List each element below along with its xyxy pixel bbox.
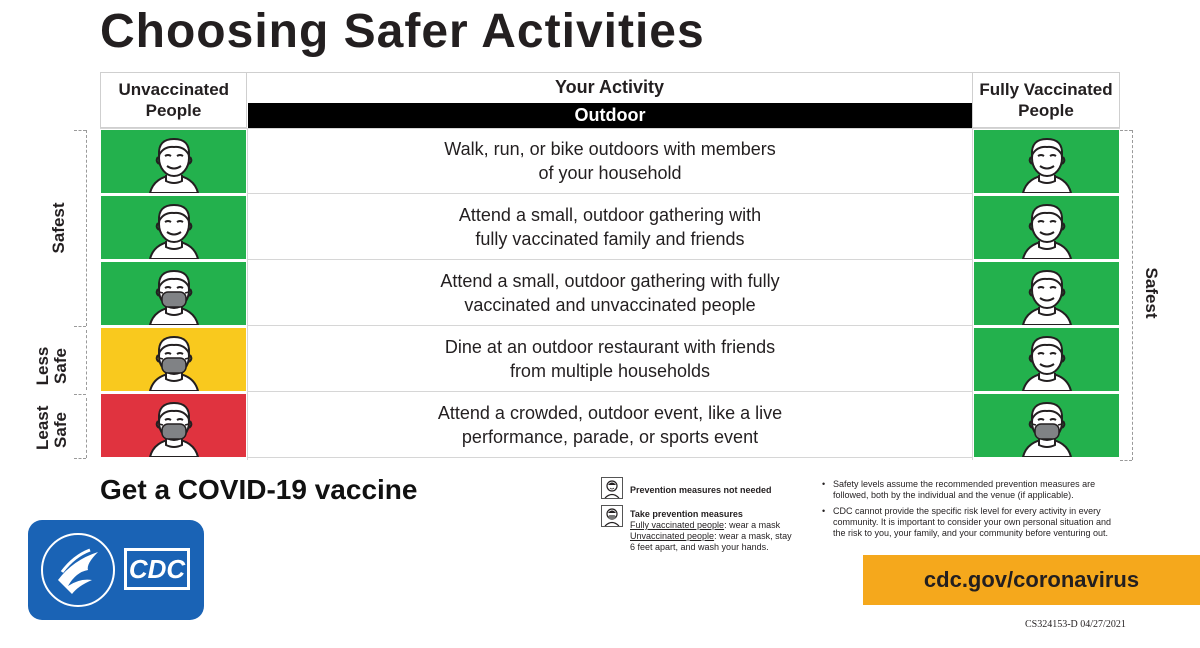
note-line: CDC cannot provide the specific risk level for every activity in every [833, 506, 1101, 516]
bracket-tick [74, 394, 86, 395]
unvaccinated-risk-cell [101, 196, 246, 259]
bullet-icon: • [822, 479, 826, 489]
face-icon [1017, 131, 1077, 193]
activity-cell [248, 194, 972, 260]
note-text [833, 479, 1095, 501]
legend-vacc-line [630, 520, 810, 531]
side-label-safest-left: Safest [49, 202, 68, 254]
left-bracket-least-safe [86, 398, 87, 458]
unvaccinated-risk-cell [101, 130, 246, 193]
hhs-cdc-logo [28, 520, 204, 620]
bracket-tick [1120, 130, 1132, 131]
unvaccinated-risk-cell [101, 328, 246, 391]
masked-face-icon [1017, 395, 1077, 457]
face-icon [1017, 263, 1077, 325]
bracket-tick [74, 326, 86, 327]
legend-no-mask-face-icon [601, 477, 623, 499]
notes [822, 479, 1152, 539]
table-divider-right [972, 128, 973, 460]
legend-unvacc-line [630, 531, 810, 542]
side-label-less-safe-text: Less Safe [33, 346, 70, 386]
vaccinated-risk-cell [974, 130, 1119, 193]
legend-unvacc-text: : wear a mask, stay [714, 531, 792, 541]
page-title: Choosing Safer Activities [100, 5, 705, 58]
legend-take-measures-title: Take prevention measures [630, 509, 743, 519]
bracket-tick [74, 458, 86, 459]
column-header-vaccinated-label: Fully Vaccinated People [979, 80, 1113, 120]
cdc-url-link[interactable]: cdc.gov/coronavirus [863, 555, 1200, 605]
note-line: followed, both by the individual and the venue (if applicable). [833, 490, 1074, 500]
activity-text-line: of your household [538, 162, 682, 183]
cdc-logo: CDC [124, 548, 190, 590]
face-icon [144, 197, 204, 259]
activity-cell [248, 326, 972, 392]
activity-cell [248, 392, 972, 458]
side-label-least-safe-text: Least Safe [33, 405, 70, 450]
face-icon [1017, 197, 1077, 259]
masked-face-icon [144, 329, 204, 391]
legend-unvacc-label: Unvaccinated people [630, 531, 715, 541]
activity-text-line: from multiple households [509, 360, 711, 381]
right-bracket-safest [1132, 130, 1133, 460]
face-icon [144, 131, 204, 193]
left-bracket-less-safe [86, 330, 87, 390]
masked-face-icon [144, 395, 204, 457]
legend-vacc-text: : wear a mask [724, 520, 781, 530]
vaccinated-risk-cell [974, 262, 1119, 325]
note-item [822, 479, 1152, 501]
unvaccinated-risk-cell [101, 394, 246, 457]
activity-text-line: performance, parade, or sports event [461, 426, 759, 447]
legend-take-measures [630, 509, 810, 553]
activity-cell [248, 260, 972, 326]
column-header-unvaccinated-label: Unvaccinated People [118, 80, 230, 120]
bracket-tick [1120, 460, 1132, 461]
unvaccinated-risk-cell [101, 262, 246, 325]
activity-text-line: Attend a small, outdoor gathering with [458, 204, 762, 225]
note-line: community. It is important to consider your own personal situation and [833, 517, 1111, 527]
legend-no-measures: Prevention measures not needed [630, 485, 772, 495]
document-code: CS324153-D 04/27/2021 [1025, 619, 1126, 630]
vaccine-cta: Get a COVID-19 vaccine [100, 474, 418, 505]
activity-cell [248, 128, 972, 194]
face-icon [1017, 329, 1077, 391]
note-line: Safety levels assume the recommended prevention measures are [833, 479, 1096, 489]
side-label-less-safe [34, 336, 70, 396]
column-header-vaccinated [972, 72, 1120, 128]
vaccinated-risk-cell [974, 196, 1119, 259]
legend-vacc-label: Fully vaccinated people [630, 520, 725, 530]
masked-face-icon [144, 263, 204, 325]
setting-bar-outdoor: Outdoor [248, 103, 972, 128]
note-item [822, 506, 1152, 539]
activity-text-line: Attend a small, outdoor gathering with fully [440, 270, 780, 291]
vaccinated-risk-cell [974, 394, 1119, 457]
column-header-unvaccinated [100, 72, 247, 128]
activity-text-line: Walk, run, or bike outdoors with members [444, 138, 776, 159]
side-label-safest-right: Safest [1142, 267, 1161, 319]
bracket-tick [74, 130, 86, 131]
activity-text-line: vaccinated and unvaccinated people [464, 294, 756, 315]
side-label-least-safe [34, 400, 70, 460]
bullet-icon: • [822, 506, 826, 516]
activity-text-line: Attend a crowded, outdoor event, like a live [437, 402, 783, 423]
left-bracket-safest [86, 130, 87, 326]
vaccinated-risk-cell [974, 328, 1119, 391]
note-text [833, 506, 1111, 539]
column-header-activity: Your Activity [247, 72, 972, 102]
legend-unvacc-line-2: 6 feet apart, and wash your hands. [630, 542, 769, 552]
note-line: the risk to you, your family, and your community before venturing out. [833, 528, 1108, 538]
activity-text-line: fully vaccinated family and friends [475, 228, 745, 249]
activity-text-line: Dine at an outdoor restaurant with friends [444, 336, 776, 357]
legend-mask-face-icon [601, 505, 623, 527]
